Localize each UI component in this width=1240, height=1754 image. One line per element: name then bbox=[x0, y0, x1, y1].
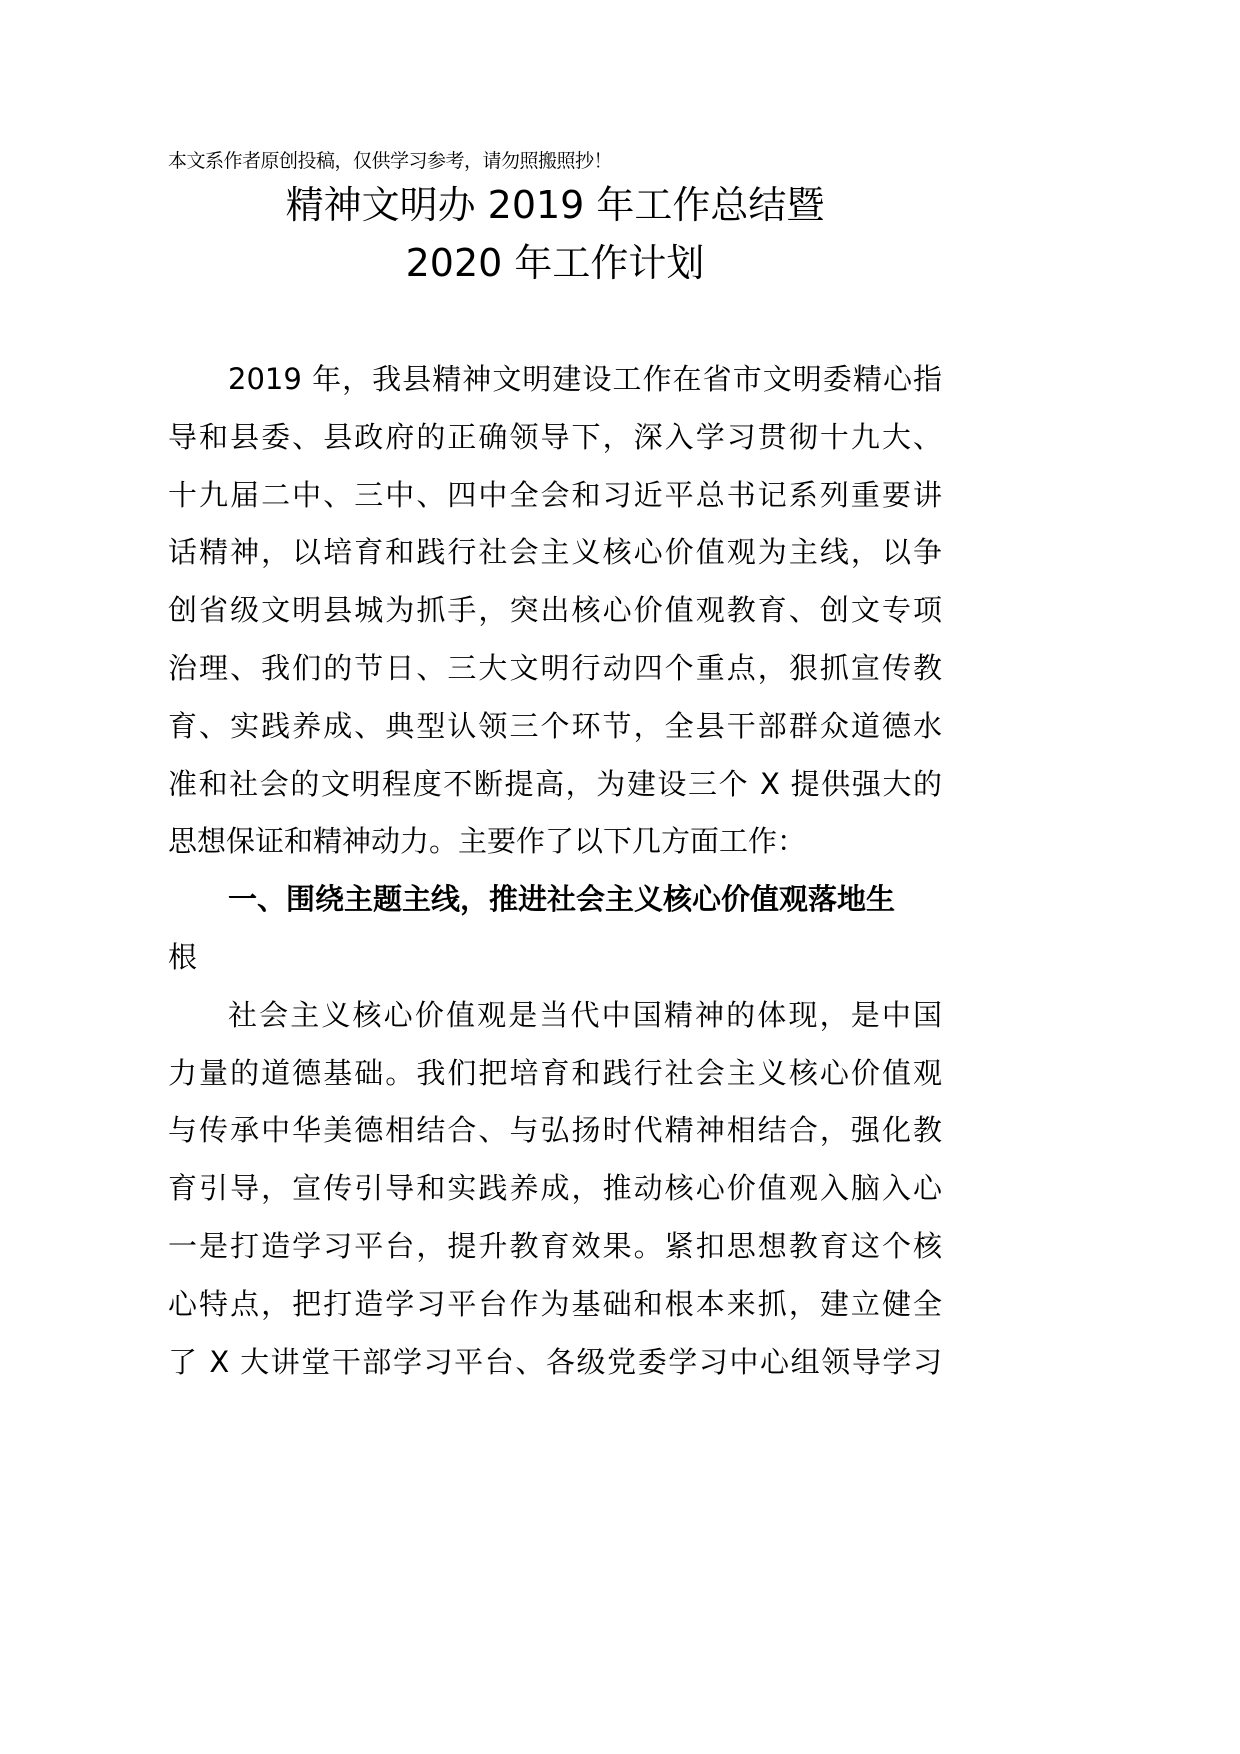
text-line: 2019 年，我县精神文明建设工作在省市文明委精心指 bbox=[228, 362, 942, 396]
copyright-note: 本文系作者原创投稿，仅供学习参考，请勿照搬照抄！ bbox=[168, 150, 613, 172]
section-heading-1 bbox=[168, 871, 942, 987]
heading-line: 根 bbox=[168, 939, 198, 974]
text-line: 十九届二中、三中、四中全会和习近平总书记系列重要讲 bbox=[168, 477, 942, 512]
document-title-line-2: 2020 年工作计划 bbox=[405, 241, 705, 285]
text-line: 导和县委、县政府的正确领导下，深入学习贯彻十九大、 bbox=[168, 419, 942, 454]
document-title-line-1: 精神文明办 2019 年工作总结暨 bbox=[285, 183, 825, 227]
paragraph-section-1 bbox=[168, 987, 942, 1392]
text-line: 了 X 大讲堂干部学习平台、各级党委学习中心组领导学习 bbox=[168, 1344, 942, 1379]
document-body bbox=[168, 351, 942, 1391]
text-line: 与传承中华美德相结合、与弘扬时代精神相结合，强化教 bbox=[168, 1113, 942, 1148]
text-line: 准和社会的文明程度不断提高，为建设三个 X 提供强大的 bbox=[168, 766, 942, 801]
text-line: 创省级文明县城为抓手，突出核心价值观教育、创文专项 bbox=[168, 593, 942, 628]
text-line: 一是打造学习平台，提升教育效果。紧扣思想教育这个核 bbox=[168, 1228, 942, 1263]
text-line: 心特点，把打造学习平台作为基础和根本来抓，建立健全 bbox=[168, 1286, 942, 1321]
text-line: 话精神，以培育和践行社会主义核心价值观为主线，以争 bbox=[168, 535, 942, 570]
text-line: 力量的道德基础。我们把培育和践行社会主义核心价值观 bbox=[168, 1055, 942, 1090]
text-line: 社会主义核心价值观是当代中国精神的体现，是中国 bbox=[228, 997, 942, 1032]
text-line: 育、实践养成、典型认领三个环节，全县干部群众道德水 bbox=[168, 708, 942, 743]
paragraph-intro bbox=[168, 351, 942, 871]
text-line: 思想保证和精神动力。主要作了以下几方面工作： bbox=[168, 824, 807, 859]
text-line: 育引导，宣传引导和实践养成，推动核心价值观入脑入心 bbox=[168, 1171, 942, 1206]
heading-line: 一、围绕主题主线，推进社会主义核心价值观落地生 bbox=[228, 882, 896, 917]
text-line: 治理、我们的节日、三大文明行动四个重点，狠抓宣传教 bbox=[168, 650, 942, 685]
